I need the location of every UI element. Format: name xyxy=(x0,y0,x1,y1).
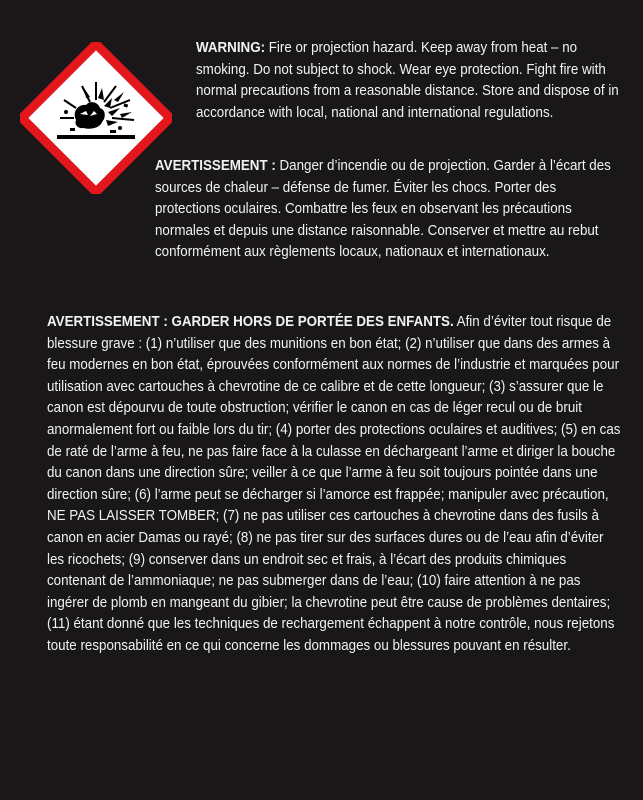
french-children-warning-text: Afin d’éviter tout risque de blessure grave : (1) n’utiliser que des munitions en bon état; (2) n’utiliser que dans des armes à feu modernes en bon état, éprouvées conformément aux normes de l’industrie et marquées pour utilisation avec cartouches à chevrotine de ce calibre et de cette longueur; (3) s’assurer que le canon est dépourvu de toute obstruction; vérifier le canon en cas de léger recul ou de bruit anormalement fort ou faible lors du tir; (4) porter des protections oculaires et auditives; (5) en cas de raté de l’arme à feu, ne pas faire face à la culasse en déchargeant l’arme et diriger la bouche du canon dans une direction sûre; veiller à ce que l’arme à feu soit toujours pointée dans une direction sûre; (6) l’arme peut se décharger si l’amorce est frappée; manipuler avec précaution, NE PAS LAISSER TOMBER; (7) ne pas utiliser ces cartouches à chevrotine dans des fusils à canon en acier Damas ou rayé; (8) ne pas tirer sur des surfaces dures ou de l’eau afin d’éviter les ricochets; (9) conserver dans un endroit sec et frais, à l’écart des produits chimiques contenant de l’ammoniaque; ne pas submerger dans de l’eau; (10) faire attention à ne pas ingérer de plomb en mangeant du gibier; la chevrotine peut être cause de problèmes dentaires; (11) étant donné que les techniques de rechargement échappent à notre contrôle, nous rejetons toute responsabilité en ce qui concerne les dommages ou blessures pouvant en résulter. xyxy=(47,313,621,654)
english-warning xyxy=(196,37,621,123)
english-warning-label: WARNING: xyxy=(196,39,266,56)
french-warning-text: Danger d’incendie ou de projection. Garder à l’écart des sources de chaleur – défense de fumer. Éviter les chocs. Porter des protections oculaires. Combattre les feux en observant les précautions normales et depuis une distance raisonnable. Conserver et mettre au rebut conformément aux règlements locaux, nationaux et internationaux. xyxy=(155,157,611,261)
exploding-bomb-icon xyxy=(20,42,172,194)
french-children-warning xyxy=(47,311,622,657)
french-children-warning-label: AVERTISSEMENT : GARDER HORS DE PORTÉE DES ENFANTS. xyxy=(47,313,454,330)
ghs-exploding-bomb-pictogram xyxy=(20,42,172,194)
french-warning xyxy=(155,155,621,263)
english-warning-text: Fire or projection hazard. Keep away from heat – no smoking. Do not subject to shock. Wear eye protection. Fight fire with normal precautions from a reasonable distance. Store and dispose of in accordance with local, national and international regulations. xyxy=(196,39,619,121)
french-warning-label: AVERTISSEMENT : xyxy=(155,157,276,174)
